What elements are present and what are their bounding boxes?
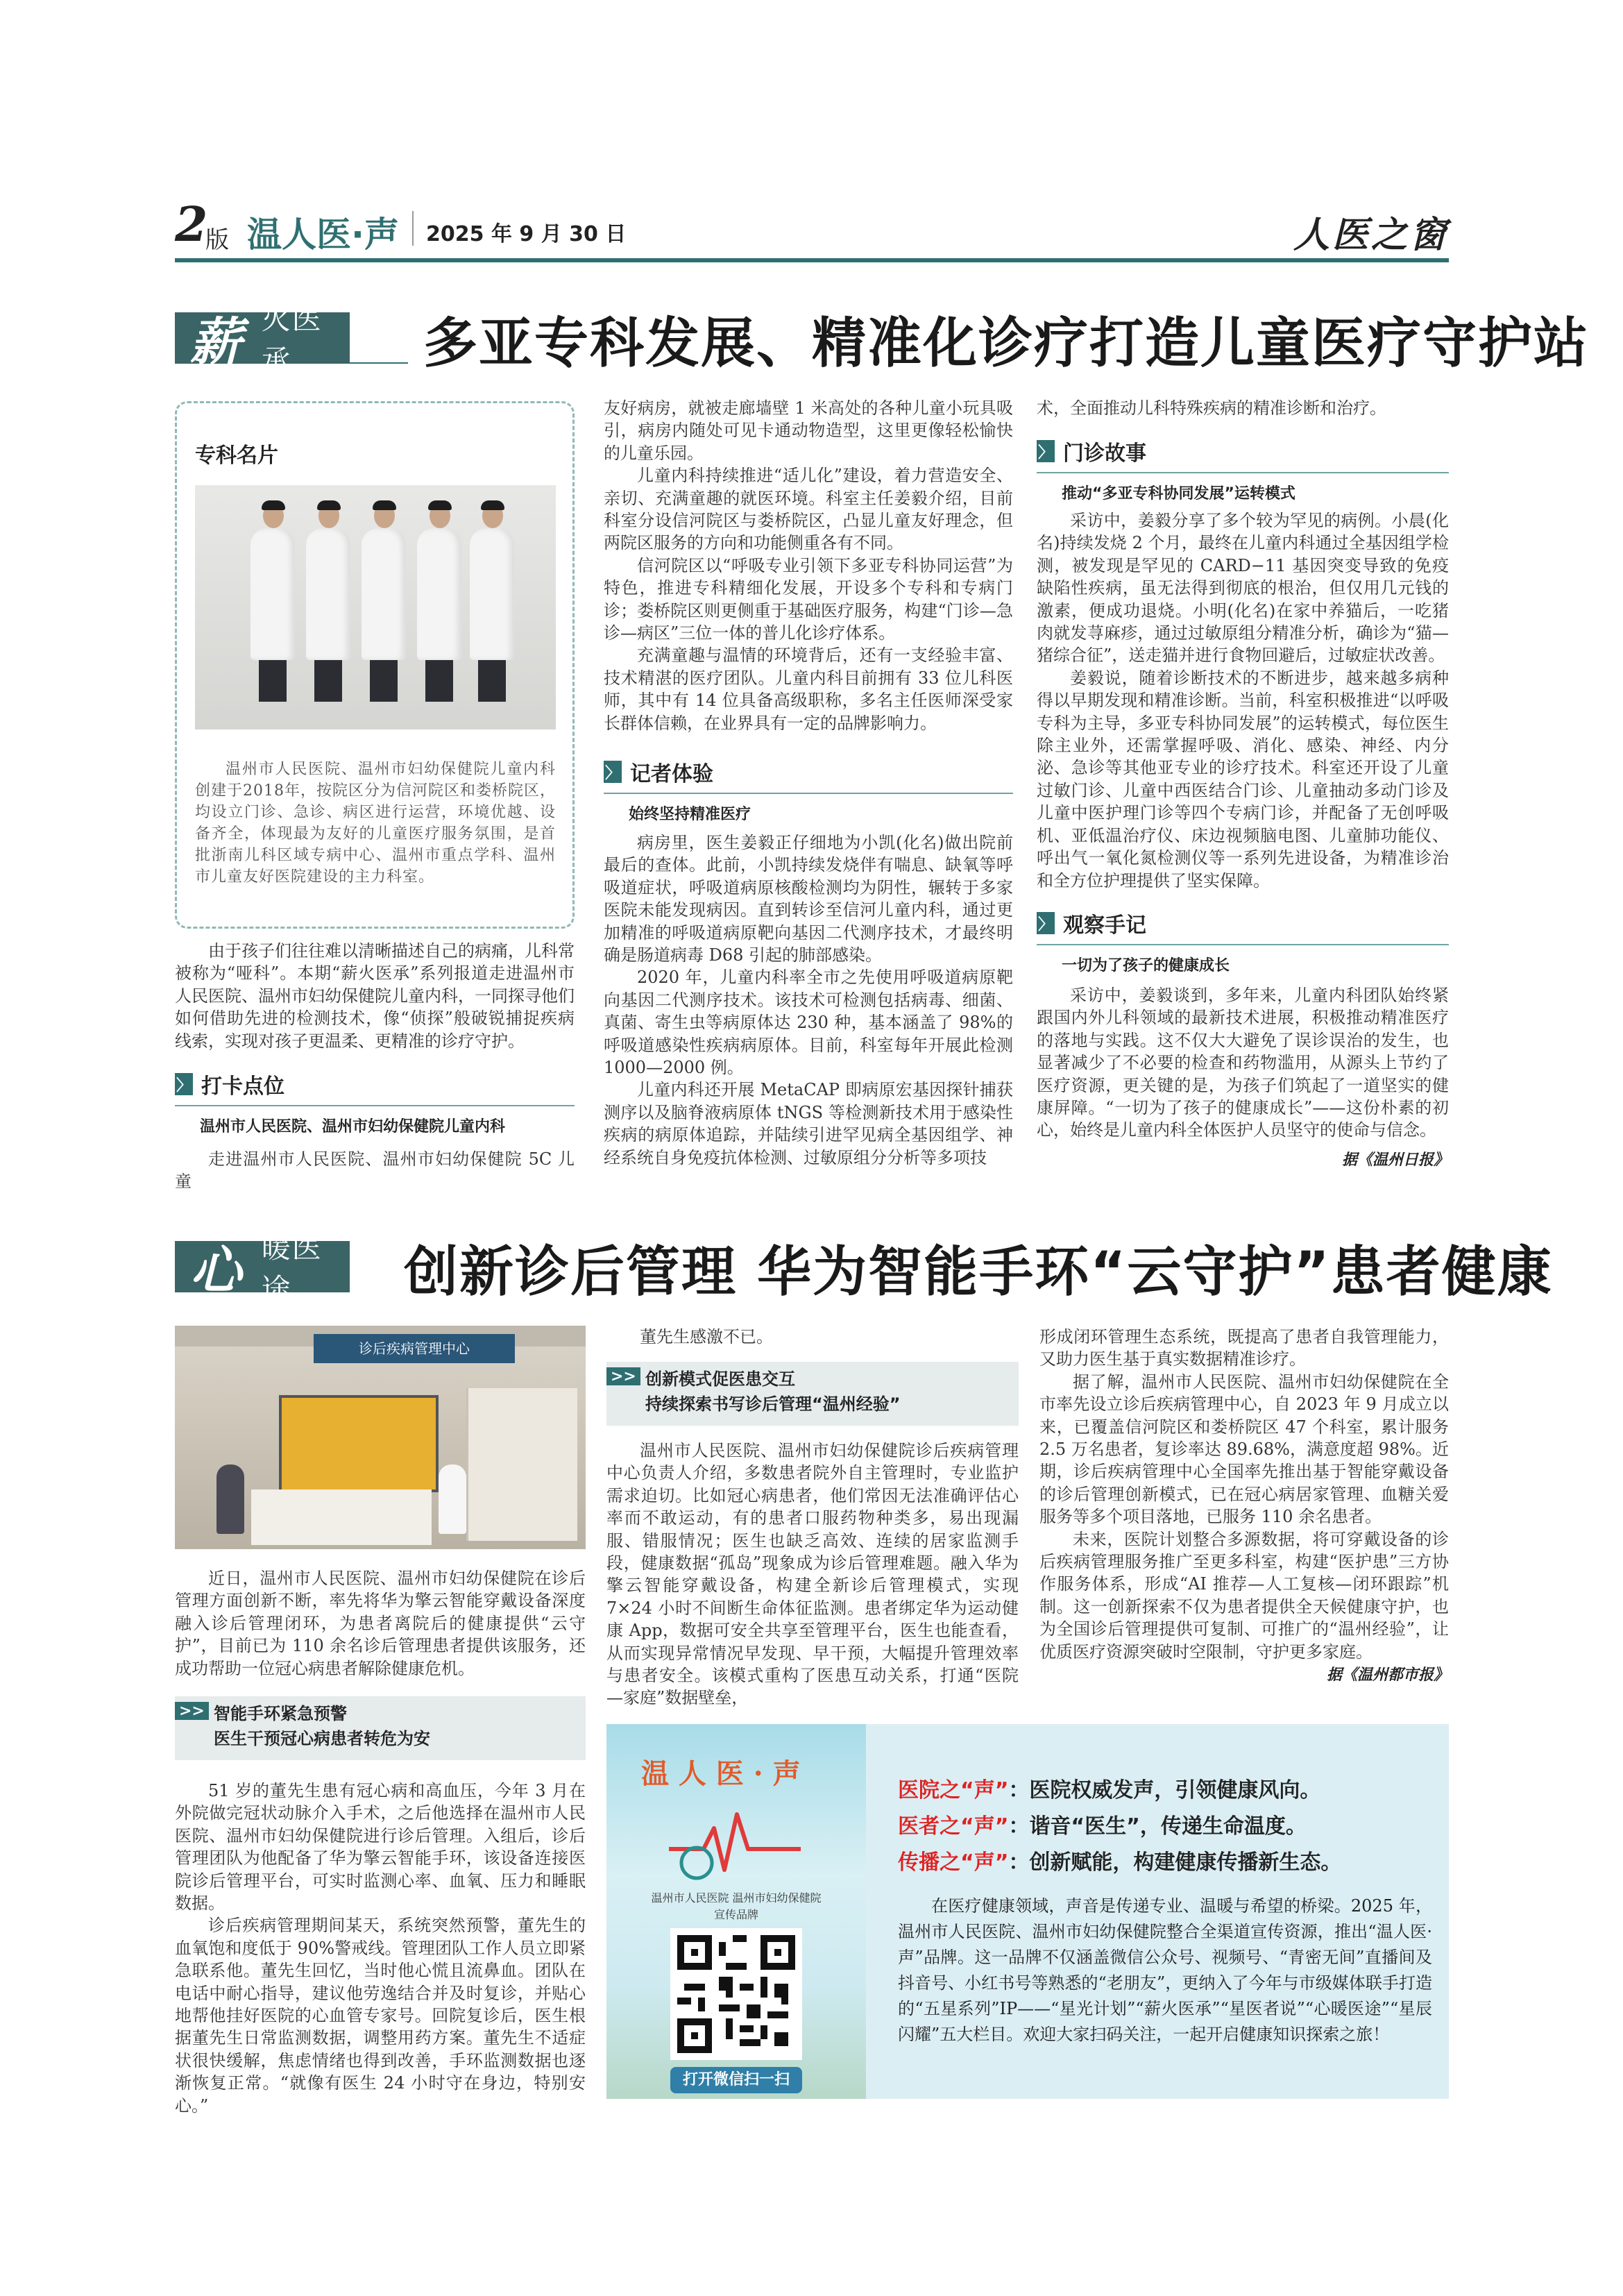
issue-date: 2025 年 9 月 30 日 bbox=[426, 222, 627, 246]
paragraph: 诊后疾病管理期间某天，系统突然预警，董先生的血氧饱和度低于 90%警戒线。管理团队工作人员立即紧急联系他。董先生回忆，当时他心慌且流鼻血。团队在电话中耐心指导，建议他劳逸结合并及时复诊，并贴心地帮他挂好医院的心血管专家号。回院复诊后，医生根据董先生日常监测数据，调整用药方案。董先生不适症状很快缓解，焦虑情绪也得到改善，手环监测数据也逐渐恢复正常。“就像有医生 24 小时守在身边，特别安心。” bbox=[175, 1916, 586, 2116]
slogan-text: ：创新赋能，构建健康传播新生态。 bbox=[1008, 1850, 1342, 1875]
subhead-daka bbox=[175, 1069, 575, 1136]
box-heading-line2: 持续探索书写诊后管理“温州经验” bbox=[645, 1394, 901, 1414]
paragraph: 未来，医院计划整合多源数据，将可穿戴设备的诊后疾病管理服务推广至更多科室，构建“医护患”三方协作服务体系，形成“AI 推荐—人工复核—闭环跟踪”机制。这一创新探索不仅为患者提供全天候健康守护，也为全国诊后管理提供可复制、可推广的“温州经验”，让优质医疗资源突破时空限制，守护更多家庭。 bbox=[1039, 1529, 1449, 1662]
sign-text: 诊后疾病管理中心 bbox=[359, 1340, 470, 1357]
paragraph: 2020 年，儿童内科率全市之先使用呼吸道病原靶向基因二代测序技术。该技术可检测包括病毒、细菌、真菌、寄生虫等病原体达 230 种，基本涵盖了 98%的呼吸道感染性疾病病原体。目前，科室每年开展此检测 1000—2000 例。 bbox=[604, 968, 1013, 1078]
article2-col1b bbox=[175, 1780, 586, 2117]
subhead-label: 观察手记 bbox=[1063, 913, 1146, 938]
display-screen bbox=[279, 1395, 439, 1492]
section-tag-small: 火医承 bbox=[261, 302, 323, 378]
paragraph: 据了解，温州市人民医院、温州市妇幼保健院在全市率先设立诊后疾病管理中心，自 2023 年 9 月成立以来，已覆盖信河院区和娄桥院区 47 个科室，累计服务 2.5 万名患者，复诊率达 89.68%，满意度超 98%。近期，诊后疾病管理中心全国率先推出基于智能穿戴设备的诊后管理创新模式，已在冠心病居家管理、血糖关爱服务等多个项目落地，已服务 110 余名患者。 bbox=[1039, 1371, 1449, 1527]
clinic-photo bbox=[175, 1326, 586, 1549]
paragraph: 董先生感激不已。 bbox=[640, 1327, 773, 1347]
slogan-text: ：医院权威发声，引领健康风向。 bbox=[1008, 1778, 1321, 1803]
box-marker-icon: >> bbox=[606, 1367, 640, 1385]
masthead bbox=[175, 197, 1449, 257]
qr-code-icon bbox=[677, 1935, 795, 2053]
article2-col2 bbox=[606, 1326, 1019, 1348]
slogan-key: 医院之“声” bbox=[898, 1778, 1009, 1803]
team-photo bbox=[195, 485, 556, 729]
doctor-figure bbox=[417, 493, 461, 702]
paragraph: 术，全面推动儿科特殊疾病的精准诊断和治疗。 bbox=[1037, 398, 1386, 418]
card-caption: 温州市人民医院、温州市妇幼保健院儿童内科创建于2018年，按院区分为信河院区和娄桥院区，均设立门诊、急诊、病区进行运营，环境优越、设备齐全，体现最为友好的儿童医疗服务氛围，是首批浙南儿科区域专病中心、温州市重点学科、温州市儿童友好医院建设的主力科室。 bbox=[195, 761, 556, 886]
paragraph: 走进温州市人民医院、温州市妇幼保健院 5C 儿童 bbox=[175, 1149, 575, 1192]
subhead-guancha bbox=[1037, 908, 1449, 975]
subhead-rule bbox=[1037, 472, 1449, 473]
subhead-menzhen bbox=[1037, 436, 1449, 503]
subhead-label: 记者体验 bbox=[630, 762, 713, 786]
section-tag-big: 心 bbox=[190, 1241, 241, 1301]
subhead-marker-icon: 〉 bbox=[1037, 912, 1055, 934]
scan-button[interactable]: 打开微信扫一扫 bbox=[670, 2067, 802, 2093]
promo-body bbox=[898, 1893, 1432, 2048]
slogan-line-3 bbox=[898, 1845, 1425, 1875]
subhead-jizhe bbox=[604, 757, 1013, 824]
brand-logo: 温 人 医 · 声 bbox=[641, 1757, 801, 1790]
promo-poster bbox=[606, 1724, 866, 2099]
promo-org: 温州市人民医院 温州市妇幼保健院 bbox=[651, 1891, 822, 1905]
paragraph: 在医疗健康领域，声音是传递专业、温暖与希望的桥梁。2025 年，温州市人民医院、温州市妇幼保健院整合全渠道宣传资源，推出“温人医·声”品牌。这一品牌不仅涵盖微信公众号、视频号、“青密无间”直播间及抖音号、小红书号等熟悉的“老朋友”，更纳入了今年与市级媒体联手打造的“五星系列”IP——“星光计划”“薪火医承”“星医者说”“心暖医途”“星辰闪耀”五大栏目。欢迎大家扫码关注，一起开启健康知识探索之旅！ bbox=[898, 1896, 1432, 2044]
article1-col3c bbox=[1037, 984, 1449, 1142]
paragraph: 温州市人民医院、温州市妇幼保健院诊后疾病管理中心负责人介绍，多数患者院外自主管理时，专业监护需求迫切。比如冠心病患者，他们常因无法准确评估心率而不敢运动，有的患者口服药物种类多，易出现漏服、错服情况；医生也缺乏高效、连续的居家监测手段，健康数据“孤岛”现象成为诊后管理难题。融入华为擎云智能穿戴设备，构建全新诊后管理模式，实现 7×24 小时不间断生命体征监测。患者绑定华为运动健康 App，数据可安全共享至管理平台，医生也能查看，从而实现异常情况早发现、早干预，大幅提升管理效率与患者安全。该模式重构了医患互动关系，打通“医院 —家庭”数据壁垒， bbox=[606, 1441, 1019, 1708]
box-heading-line2: 医生干预冠心病患者转危为安 bbox=[214, 1729, 430, 1748]
paragraph: 友好病房，就被走廊墙壁 1 米高处的各种儿童小玩具吸引，病房内随处可见卡通动物造型，这里更像轻松愉快的儿童乐园。 bbox=[604, 398, 1013, 463]
subhead-title: 一切为了孩子的健康成长 bbox=[1062, 957, 1230, 974]
doctor-figure bbox=[362, 493, 406, 702]
specialty-card bbox=[175, 401, 575, 929]
doctor-figure bbox=[470, 493, 514, 702]
article2-col3 bbox=[1039, 1326, 1449, 1663]
header-rule bbox=[175, 258, 1449, 262]
promo-org-sub: 宣传品牌 bbox=[713, 1908, 758, 1921]
slogan-key: 医者之“声” bbox=[898, 1814, 1009, 1839]
slogan-text: ：谐音“医生”，传递生命温度。 bbox=[1008, 1814, 1307, 1839]
paragraph: 51 岁的董先生患有冠心病和高血压，今年 3 月在外院做完冠状动脉介入手术，之后他选择在温州市人民医院、温州市妇幼保健院进行诊后管理。入组后，诊后管理团队为他配备了华为擎云智能手环，该设备连接医院诊后管理平台，可实时监测心率、血氧、压力和睡眠数据。 bbox=[175, 1781, 586, 1914]
heartbeat-icon bbox=[655, 1800, 815, 1884]
article1-col3 bbox=[1037, 397, 1449, 419]
article1-col2b bbox=[604, 832, 1013, 1169]
subhead-label: 门诊故事 bbox=[1063, 441, 1146, 466]
paragraph: 由于孩子们往往难以清晰描述自己的病痛，儿科常被称为“哑科”。本期“薪火医承”系列报道走进温州市人民医院、温州市妇幼保健院儿童内科，一同探寻他们如何借助先进的检测技术，像“侦探”般破锐捕捉疾病线索，实现对孩子更温柔、更精准的诊疗守护。 bbox=[175, 941, 575, 1051]
column-logo: 人医之窗 bbox=[1293, 214, 1449, 256]
section-tag-xinhuo bbox=[175, 302, 350, 378]
article1-col1 bbox=[175, 940, 575, 1052]
subhead-rule bbox=[604, 793, 1013, 794]
section-tag-small: 暖医途 bbox=[261, 1231, 323, 1306]
subhead-marker-icon: 〉 bbox=[175, 1073, 193, 1095]
person-figure bbox=[216, 1464, 244, 1534]
paragraph: 信河院区以“呼吸专业引领下多亚专科协同运营”为特色，推进专科精细化发展，开设多个专科和专病门诊；娄桥院区则更侧重于基础医疗服务，构建“门诊—急诊—病区”三位一体的普儿化诊疗体系。 bbox=[604, 555, 1013, 643]
box-marker-icon: >> bbox=[175, 1702, 209, 1720]
slogan-key: 传播之“声” bbox=[898, 1850, 1009, 1875]
paragraph: 儿童内科还开展 MetaCAP 即病原宏基因探针捕获测序以及脑脊液病原体 tNGS 等检测新技术用于感染性疾病的病原体追踪，并陆续引进罕见病全基因组学、神经系统自身免疫抗体检测、过敏原组分分析等多项技 bbox=[604, 1080, 1013, 1167]
paragraph: 近日，温州市人民医院、温州市妇幼保健院在诊后管理方面创新不断，率先将华为擎云智能穿戴设备深度融入诊后管理闭环，为患者离院后的健康提供“云守护”，目前已为 110 余名诊后管理患者提供该服务，还成功帮助一位冠心病患者解除健康危机。 bbox=[175, 1569, 586, 1678]
subhead-title: 始终坚持精准医疗 bbox=[629, 806, 751, 823]
doctor-figure bbox=[306, 493, 350, 702]
paragraph: 充满童趣与温情的环境背后，还有一支经验丰富、技术精湛的医疗团队。儿童内科目前拥有 33 位儿科医师，其中有 14 位具备高级职称，多名主任医师深受家长群体信赖，在业界具有一定的品牌影响力。 bbox=[604, 645, 1013, 733]
article2-headline: 创新诊后管理 华为智能手环“云守护”患者健康 bbox=[404, 1241, 1553, 1303]
subhead-title: 推动“多亚专科协同发展”运转模式 bbox=[1062, 485, 1295, 503]
paragraph: 姜毅说，随着诊断技术的不断进步，越来越多病种得以早期发现和精准诊断。当前，科室积极推进“以呼吸专科为主导，多亚专科协同发展”的运转模式，每位医生除主业外，还需掌握呼吸、消化、感染、神经、内分泌、急诊等其他亚专业的诊疗技术。科室还开设了儿童过敏门诊、儿童中西医结合门诊、儿童抽动多动门诊及儿童中医护理门诊等四个专病门诊，并配备了无创呼吸机、亚低温治疗仪、床边视频脑电图、儿童肺功能仪、呼出气一氧化氮检测仪等一系列先进设备，为精准诊治和全方位护理提供了坚实保障。 bbox=[1037, 668, 1449, 890]
subhead-rule bbox=[175, 1105, 575, 1106]
subhead-marker-icon: 〉 bbox=[604, 761, 622, 783]
article2-source: 据《温州都市报》 bbox=[1326, 1666, 1449, 1684]
sign-board bbox=[314, 1334, 515, 1363]
desk bbox=[251, 1489, 432, 1545]
box-heading-line1: 创新模式促医患交互 bbox=[645, 1369, 795, 1389]
article2-col2b bbox=[606, 1440, 1019, 1710]
slogan-line-2 bbox=[898, 1809, 1425, 1839]
page-suffix: 版 bbox=[205, 226, 229, 254]
cabinet bbox=[466, 1388, 577, 1541]
article1-col3b bbox=[1037, 509, 1449, 892]
article1-source: 据《温州日报》 bbox=[1341, 1151, 1449, 1169]
subhead-title: 温州市人民医院、温州市妇幼保健院儿童内科 bbox=[200, 1118, 506, 1136]
article2-col1 bbox=[175, 1567, 586, 1680]
paragraph: 采访中，姜毅分享了多个较为罕见的病例。小晨(化名)持续发烧 2 个月，最终在儿童内科通过全基因组学检测，被发现是罕见的 CARD−11 基因突变导致的免疫缺陷性疾病，虽无法得到彻底的根治，但仅用几元钱的激素，便成功退烧。小明(化名)在家中养猫后，一吃猪肉就发荨麻疹，通过过敏原组分精准分析，确诊为“猫—猪综合征”，送走猫并进行食物回避后，过敏症状改善。 bbox=[1037, 511, 1449, 666]
card-title: 专科名片 bbox=[195, 444, 278, 468]
article1-headline: 多亚专科发展、精准化诊疗打造儿童医疗守护站 bbox=[423, 312, 1590, 375]
doctor-figure bbox=[439, 1464, 466, 1534]
subhead-marker-icon: 〉 bbox=[1037, 440, 1055, 462]
paper-name: 温人医·声 bbox=[247, 214, 399, 255]
article1-col2 bbox=[604, 397, 1013, 734]
paragraph: 采访中，姜毅谈到，多年来，儿童内科团队始终紧跟国内外儿科领域的最新技术进展，积极推动精准医疗的落地与实践。这不仅大大避免了误诊误治的发生，也显著减少了不必要的检查和药物滥用，从源头上节约了医疗资源，更关键的是，为孩子们筑起了一道坚实的健康屏障。“一切为了孩子的健康成长”——这份朴素的初心，始终是儿童内科全体医护人员坚守的使命与信念。 bbox=[1037, 986, 1449, 1140]
box-heading-line1: 智能手环紧急预警 bbox=[214, 1704, 347, 1723]
promo-slogans bbox=[898, 1773, 1425, 1875]
section-tag-nuanyi bbox=[175, 1231, 350, 1306]
section-tag-big: 薪 bbox=[190, 312, 241, 372]
section1-rule bbox=[350, 362, 408, 364]
promo-banner bbox=[606, 1724, 1449, 2099]
box-heading-1 bbox=[175, 1696, 586, 1760]
box-heading-2 bbox=[606, 1362, 1019, 1426]
article1-col1-tail bbox=[175, 1148, 575, 1193]
header-divider bbox=[412, 211, 414, 246]
subhead-label: 打卡点位 bbox=[201, 1074, 284, 1099]
paragraph: 形成闭环管理生态系统，既提高了患者自我管理能力，又助力医生基于真实数据精准诊疗。 bbox=[1039, 1327, 1449, 1369]
paragraph: 儿童内科持续推进“适儿化”建设，着力营造安全、亲切、充满童趣的就医环境。科室主任姜毅介绍，目前科室分设信河院区与娄桥院区，凸显儿童友好理念，但两院区服务的方向和功能侧重各有不同。 bbox=[604, 466, 1013, 553]
paragraph: 病房里，医生姜毅正仔细地为小凯(化名)做出院前最后的查体。此前，小凯持续发烧伴有喘息、缺氧等呼吸道症状，呼吸道病原核酸检测均为阴性，辗转于多家医院未能发现病因。直到转诊至信河儿童内科，通过更加精准的呼吸道病原靶向基因二代测序技术，才最终明确是肠道病毒 D68 引起的肺部感染。 bbox=[604, 833, 1013, 965]
page-number: 2 bbox=[175, 197, 208, 253]
subhead-rule bbox=[1037, 944, 1449, 945]
doctor-figure bbox=[250, 493, 295, 702]
slogan-line-1 bbox=[898, 1773, 1425, 1803]
qr-code[interactable] bbox=[670, 1928, 802, 2060]
